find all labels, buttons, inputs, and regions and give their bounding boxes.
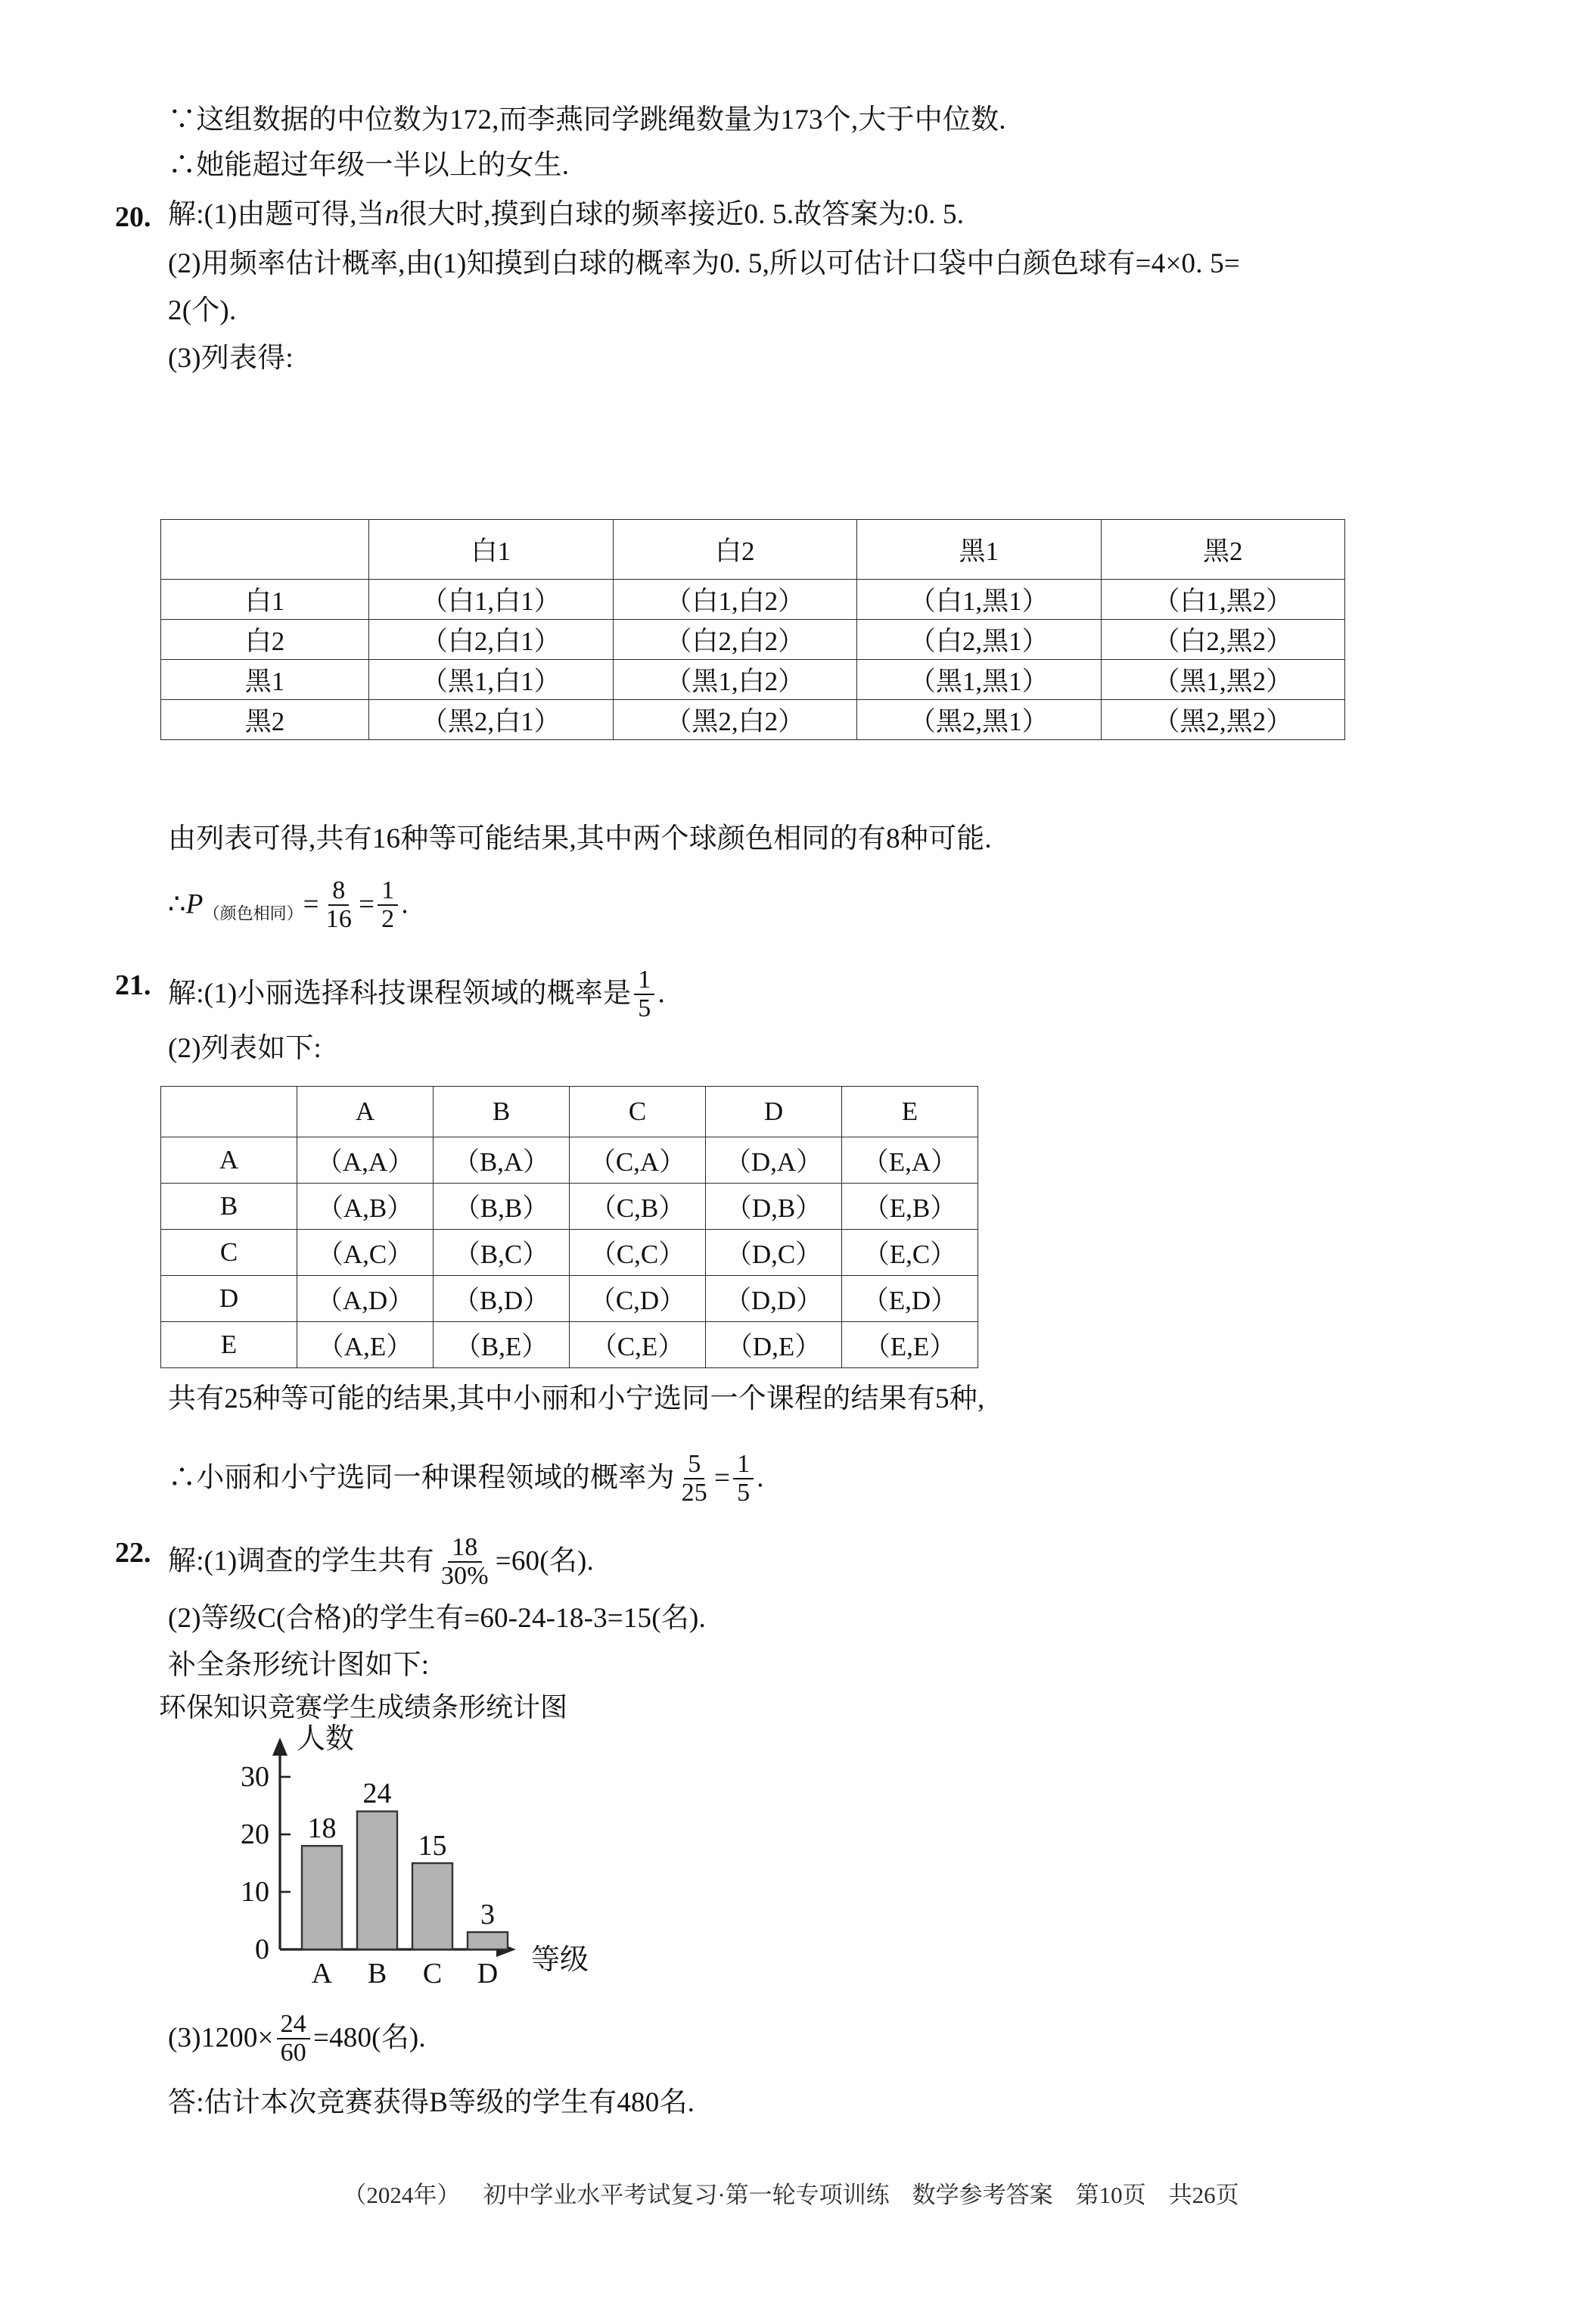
table-row: [161, 1137, 978, 1184]
table-corner-cell: [161, 1087, 297, 1137]
y-tick-label: 0: [255, 1934, 269, 1965]
table-cell: （B,B）: [434, 1184, 570, 1230]
fraction-1-2: [378, 878, 398, 932]
table-cell: （E,C）: [842, 1230, 978, 1276]
question-22-number: 22.: [115, 1537, 151, 1569]
equals-sign: =: [359, 888, 375, 920]
table-cell: （白2,白1）: [369, 620, 614, 660]
table-row-header: 黑2: [161, 700, 369, 740]
table-cell: （E,E）: [842, 1322, 978, 1368]
table-row: [161, 700, 1345, 740]
q22-line-1-suffix: =60(名).: [495, 1545, 594, 1577]
bar-value-label-C: 15: [418, 1830, 447, 1862]
table-col-header: 黑1: [857, 520, 1102, 580]
chart-title: 环保知识竞赛学生成绩条形统计图: [159, 1692, 568, 1722]
courses-outcomes-table: [160, 1086, 978, 1368]
q21-line-1-text: 解:(1)小丽选择科技课程领域的概率是: [168, 978, 632, 1010]
period: .: [657, 978, 665, 1010]
table-cell: （白1,白1）: [369, 580, 614, 620]
table-row: [161, 1276, 978, 1322]
q20-line-1-variable: n: [384, 199, 399, 230]
table-col-header: A: [297, 1087, 434, 1137]
fraction-denominator: 2: [381, 904, 395, 933]
bar-A: [302, 1846, 342, 1949]
fraction-numerator: 1: [634, 967, 654, 995]
page-footer: [0, 2176, 1582, 2210]
table-cell: （白2,白2）: [613, 620, 857, 660]
table-cell: （黑2,黑1）: [857, 700, 1102, 740]
probability-symbol: P: [185, 888, 204, 920]
table-row: [161, 620, 1345, 660]
table-col-header: D: [706, 1087, 842, 1137]
table-cell: （B,D）: [434, 1276, 570, 1322]
table-row-header: C: [161, 1230, 297, 1276]
table-row-header: 黑1: [161, 660, 369, 700]
fraction-numerator: 5: [684, 1451, 704, 1479]
q20-line-4: (3)列表得:: [168, 343, 294, 374]
q20-line-1-part-b: 很大时,摸到白球的频率接近0. 5.故答案为:0. 5.: [399, 199, 965, 230]
x-category-label-D: D: [477, 1958, 499, 1990]
table-col-header: 白1: [369, 520, 614, 580]
y-tick-label: 30: [241, 1761, 269, 1793]
table-cell: （B,A）: [434, 1137, 570, 1184]
table-row-header: 白2: [161, 620, 369, 660]
footer-subject: 数学参考答案: [912, 2182, 1053, 2208]
table-row: [161, 1184, 978, 1230]
table-header-row: [161, 520, 1345, 580]
fraction-5-25: [678, 1451, 711, 1506]
table-cell: （黑1,黑2）: [1101, 660, 1345, 700]
fraction-denominator: 25: [681, 1478, 708, 1507]
fraction-numerator: 1: [733, 1451, 754, 1479]
bar-B: [357, 1812, 397, 1949]
balls-table-body: [161, 520, 1345, 740]
table-col-header: C: [570, 1087, 706, 1137]
fraction-1-5: [733, 1451, 754, 1506]
q21-line-1: [168, 966, 665, 1023]
table-col-header: B: [434, 1087, 570, 1137]
footer-series: 初中学业水平考试复习·第一轮专项训练: [483, 2182, 890, 2208]
q22-line-1-text: 解:(1)调查的学生共有: [168, 1545, 434, 1577]
table-row-header: E: [161, 1322, 297, 1368]
intro-line-2: ∴她能超过年级一半以上的女生.: [168, 150, 570, 181]
fraction-1-5: [634, 967, 654, 1022]
table-cell: （E,D）: [842, 1276, 978, 1322]
table-row: [161, 580, 1345, 620]
fraction-numerator: 18: [448, 1535, 481, 1563]
equals-sign: =: [303, 888, 319, 920]
table-header-row: [161, 1087, 978, 1137]
table-cell: （黑1,黑1）: [857, 660, 1102, 700]
table-row-header: D: [161, 1276, 297, 1322]
fraction-18-30pct: [437, 1535, 493, 1589]
y-axis-arrow: [272, 1738, 287, 1756]
q22-line-4: [168, 2010, 426, 2067]
table-cell: （黑2,白1）: [369, 700, 614, 740]
q22-line-5: 答:估计本次竞赛获得B等级的学生有480名.: [168, 2087, 695, 2118]
table-cell: （D,A）: [706, 1137, 842, 1184]
x-category-label-B: B: [367, 1958, 387, 1990]
x-category-label-C: C: [422, 1958, 443, 1990]
table-row: [161, 1322, 978, 1368]
fraction-denominator: 16: [325, 904, 353, 933]
table-row: [161, 1230, 978, 1276]
table-row: [161, 660, 1345, 700]
period: .: [757, 1462, 764, 1494]
balls-outcomes-table: [160, 519, 1345, 740]
table-row-header: B: [161, 1184, 297, 1230]
therefore-symbol: ∴: [168, 888, 186, 920]
table-cell: （D,E）: [706, 1322, 842, 1368]
equals-sign: =: [714, 1462, 731, 1494]
bar-value-label-A: 18: [307, 1812, 337, 1844]
bar-value-label-D: 3: [480, 1899, 495, 1930]
bar-D: [468, 1932, 508, 1949]
question-21-number: 21.: [115, 969, 151, 1001]
fraction-24-60: [277, 2011, 310, 2066]
x-axis-label: 等级: [531, 1944, 589, 1976]
table-cell: （D,B）: [706, 1184, 842, 1230]
fraction-denominator: 60: [280, 2038, 307, 2067]
table-cell: （白1,白2）: [613, 580, 857, 620]
table-cell: （黑2,黑2）: [1101, 700, 1345, 740]
table-col-header: 白2: [613, 520, 857, 580]
table-corner-cell: [161, 520, 369, 580]
table-cell: （黑2,白2）: [613, 700, 857, 740]
fraction-numerator: 24: [277, 2011, 310, 2039]
q20-line-1: [168, 201, 964, 229]
q22-line-2: (2)等级C(合格)的学生有=60-24-18-3=15(名).: [168, 1603, 706, 1634]
q22-line-4-suffix: =480(名).: [313, 2022, 426, 2054]
table-cell: （C,B）: [570, 1184, 706, 1230]
table-col-header: 黑2: [1101, 520, 1345, 580]
table-cell: （A,B）: [297, 1184, 434, 1230]
q22-line-4-text: (3)1200×: [168, 2022, 274, 2054]
table-row-header: A: [161, 1137, 297, 1184]
fraction-denominator: 30%: [440, 1561, 489, 1590]
fraction-numerator: 1: [378, 878, 398, 906]
question-20-number: 20.: [115, 201, 151, 233]
q20-line-1-part-a: 解:(1)由题可得,当: [168, 199, 385, 230]
table-cell: （C,E）: [570, 1322, 706, 1368]
table-row-header: 白1: [161, 580, 369, 620]
table-cell: （白2,黑2）: [1101, 620, 1345, 660]
table-cell: （C,A）: [570, 1137, 706, 1184]
table-cell: （A,D）: [297, 1276, 434, 1322]
table-cell: （白1,黑2）: [1101, 580, 1345, 620]
q20-after-table-text: 由列表可得,共有16种等可能结果,其中两个球颜色相同的有8种可能.: [168, 823, 992, 854]
q21-after-table-text: 共有25种等可能的结果,其中小丽和小宁选同一个课程的结果有5种,: [168, 1383, 985, 1414]
probability-subscript: （颜色相同）: [203, 904, 303, 923]
y-axis-label: 人数: [297, 1723, 355, 1755]
y-tick-label: 20: [241, 1818, 269, 1850]
table-cell: （白1,黑1）: [857, 580, 1102, 620]
bar-value-label-B: 24: [362, 1778, 392, 1809]
table-cell: （A,E）: [297, 1322, 434, 1368]
q22-line-3: 补全条形统计图如下:: [168, 1650, 430, 1681]
q21-line-2: (2)列表如下:: [168, 1033, 322, 1064]
table-cell: （A,C）: [297, 1230, 434, 1276]
table-cell: （黑1,白1）: [369, 660, 614, 700]
bar-chart-svg: [159, 1722, 704, 2002]
table-cell: （B,E）: [434, 1322, 570, 1368]
footer-page-number: 第10页: [1075, 2182, 1146, 2208]
fraction-denominator: 5: [737, 1478, 751, 1507]
footer-year: （2024年）: [343, 2182, 461, 2208]
q21-conclusion-text: ∴小丽和小宁选同一种课程领域的概率为: [168, 1462, 675, 1494]
q20-line-3: 2(个).: [168, 295, 237, 326]
table-cell: （A,A）: [297, 1137, 434, 1184]
table-cell: （B,C）: [434, 1230, 570, 1276]
intro-line-1: ∵这组数据的中位数为172,而李燕同学跳绳数量为173个,大于中位数.: [168, 104, 1006, 135]
table-cell: （C,C）: [570, 1230, 706, 1276]
fraction-denominator: 5: [638, 994, 651, 1022]
courses-table-body: [161, 1087, 978, 1368]
fraction-8-16: [322, 878, 356, 932]
table-cell: （黑1,白2）: [613, 660, 857, 700]
table-cell: （E,B）: [842, 1184, 978, 1230]
table-cell: （D,C）: [706, 1230, 842, 1276]
table-cell: （C,D）: [570, 1276, 706, 1322]
q21-conclusion: [168, 1450, 764, 1507]
y-tick-label: 10: [241, 1876, 269, 1908]
period: .: [401, 888, 409, 920]
bar-C: [412, 1863, 452, 1949]
table-cell: （D,D）: [706, 1276, 842, 1322]
fraction-numerator: 8: [328, 878, 349, 906]
table-cell: （白2,黑1）: [857, 620, 1102, 660]
footer-total-pages: 共26页: [1168, 2182, 1239, 2208]
table-col-header: E: [842, 1087, 978, 1137]
q20-probability-expression: [168, 876, 409, 934]
q22-line-1: [168, 1533, 594, 1591]
q20-line-2: (2)用频率估计概率,由(1)知摸到白球的概率为0. 5,所以可估计口袋中白颜色球有=4×0. 5=: [168, 248, 1240, 279]
table-cell: （E,A）: [842, 1137, 978, 1184]
x-category-label-A: A: [311, 1958, 333, 1990]
bar-chart: [159, 1686, 734, 2004]
